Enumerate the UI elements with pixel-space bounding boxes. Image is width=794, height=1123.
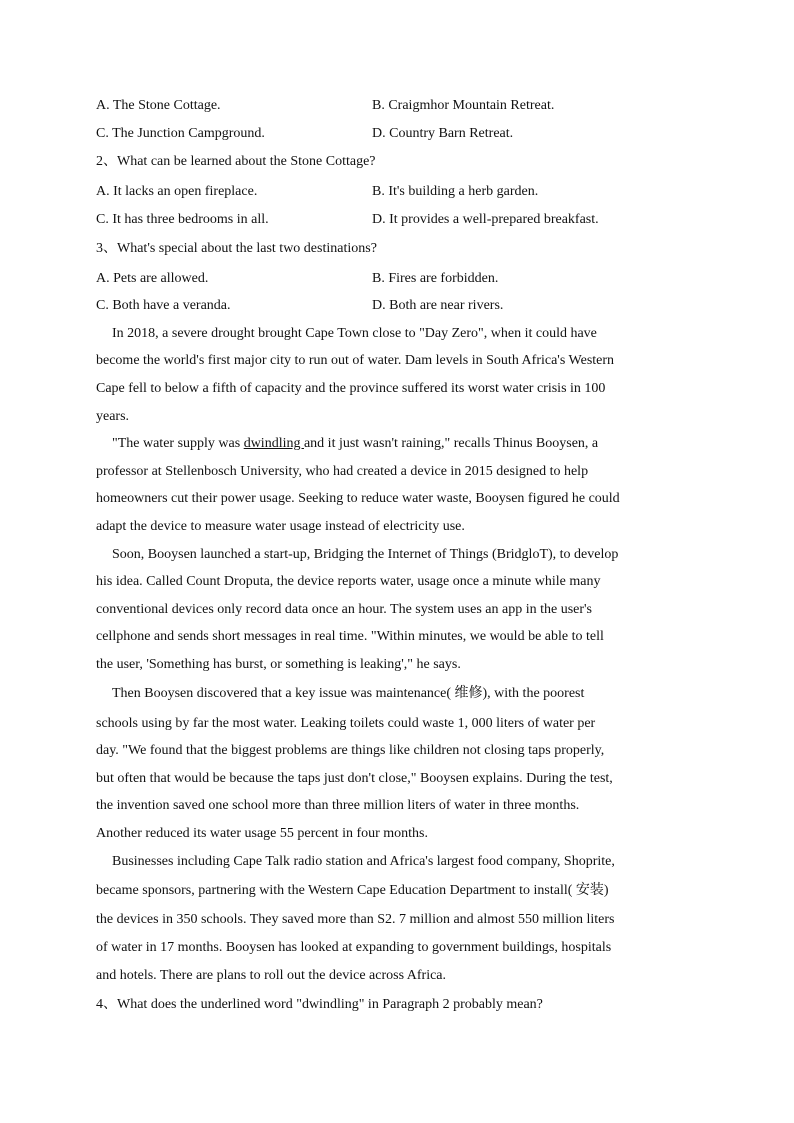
p2-line-1-pre: "The water supply was bbox=[112, 436, 244, 451]
q2-stem: 2、What can be learned about the Stone Cottage? bbox=[96, 154, 376, 169]
underlined-word-dwindling: dwindling bbox=[243, 436, 304, 451]
q2-option-b[interactable]: B. It's building a herb garden. bbox=[372, 184, 539, 199]
p2-line-1 bbox=[112, 435, 598, 453]
q3-option-d[interactable]: D. Both are near rivers. bbox=[372, 298, 504, 313]
p1-line-4: years. bbox=[96, 409, 130, 424]
q1-option-a[interactable]: A. The Stone Cottage. bbox=[96, 98, 221, 113]
p1-line-3: Cape fell to below a fifth of capacity and the province suffered its worst water crisis in 100 bbox=[96, 381, 606, 396]
q1-option-b[interactable]: B. Craigmhor Mountain Retreat. bbox=[372, 98, 555, 113]
p2-line-1-post: and it just wasn't raining," recalls Thinus Booysen, a bbox=[303, 436, 599, 451]
p4-line-4: but often that would be because the taps just don't close," Booysen explains. During the test, bbox=[96, 771, 613, 786]
p3-line-5: the user, 'Something has burst, or something is leaking'," he says. bbox=[96, 657, 461, 672]
p3-line-2: his idea. Called Count Droputa, the device reports water, usage once a minute while many bbox=[96, 574, 601, 589]
q1-option-d[interactable]: D. Country Barn Retreat. bbox=[372, 126, 514, 141]
p1-line-1: In 2018, a severe drought brought Cape Town close to "Day Zero", when it could have bbox=[112, 326, 597, 341]
p3-line-4: cellphone and sends short messages in real time. "Within minutes, we would be able to tell bbox=[96, 629, 604, 644]
p3-line-1: Soon, Booysen launched a start-up, Bridging the Internet of Things (BridgloT), to develop bbox=[112, 547, 619, 562]
p5-line-1: Businesses including Cape Talk radio station and Africa's largest food company, Shoprite, bbox=[112, 854, 615, 869]
p2-line-3: homeowners cut their power usage. Seeking to reduce water waste, Booysen figured he could bbox=[96, 491, 620, 506]
q3-stem: 3、What's special about the last two destinations? bbox=[96, 241, 377, 256]
p4-line-2: schools using by far the most water. Leaking toilets could waste 1, 000 liters of water per bbox=[96, 716, 596, 731]
p4-line-5: the invention saved one school more than three million liters of water in three months. bbox=[96, 798, 580, 813]
p2-line-4: adapt the device to measure water usage instead of electricity use. bbox=[96, 519, 465, 534]
q2-option-c[interactable]: C. It has three bedrooms in all. bbox=[96, 212, 269, 227]
q3-option-a[interactable]: A. Pets are allowed. bbox=[96, 271, 209, 286]
q3-option-b[interactable]: B. Fires are forbidden. bbox=[372, 271, 499, 286]
p2-line-2: professor at Stellenbosch University, who had created a device in 2015 designed to help bbox=[96, 464, 589, 479]
q4-stem: 4、What does the underlined word "dwindling" in Paragraph 2 probably mean? bbox=[96, 997, 543, 1012]
q1-option-c[interactable]: C. The Junction Campground. bbox=[96, 126, 265, 141]
p5-line-4: of water in 17 months. Booysen has looked at expanding to government buildings, hospitals bbox=[96, 940, 612, 955]
p5-line-5: and hotels. There are plans to roll out the device across Africa. bbox=[96, 968, 447, 983]
p3-line-3: conventional devices only record data once an hour. The system uses an app in the user's bbox=[96, 602, 593, 617]
p4-line-6: Another reduced its water usage 55 percent in four months. bbox=[96, 826, 429, 841]
q2-option-d[interactable]: D. It provides a well-prepared breakfast. bbox=[372, 212, 599, 227]
p5-line-2: became sponsors, partnering with the Western Cape Education Department to install( 安装) bbox=[96, 883, 609, 898]
p1-line-2: become the world's first major city to run out of water. Dam levels in South Africa's Western bbox=[96, 353, 615, 368]
p5-line-3: the devices in 350 schools. They saved more than S2. 7 million and almost 550 million liters bbox=[96, 912, 615, 927]
p4-line-3: day. "We found that the biggest problems are things like children not closing taps properly, bbox=[96, 743, 605, 758]
q3-option-c[interactable]: C. Both have a veranda. bbox=[96, 298, 231, 313]
p4-line-1: Then Booysen discovered that a key issue was maintenance( 维修), with the poorest bbox=[112, 686, 585, 701]
q2-option-a[interactable]: A. It lacks an open fireplace. bbox=[96, 184, 258, 199]
